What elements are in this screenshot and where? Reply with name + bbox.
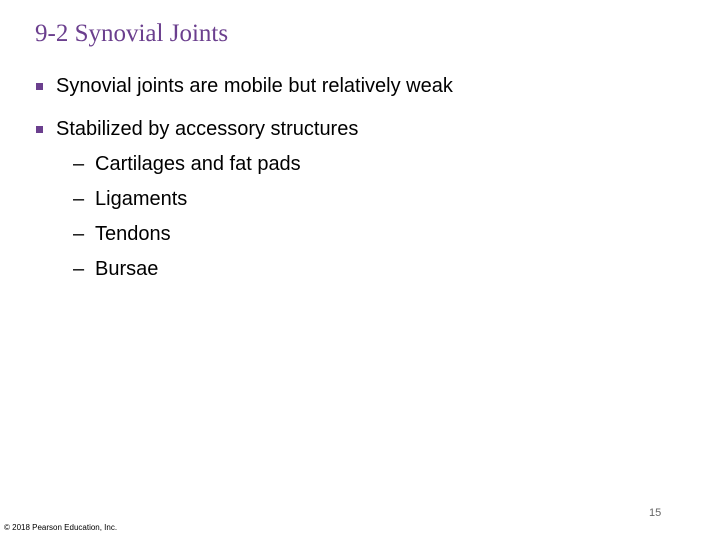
sub-bullet-item <box>73 258 158 281</box>
square-bullet-icon <box>36 83 43 90</box>
bullet-item <box>36 118 358 141</box>
sub-bullet-text: Ligaments <box>95 188 188 210</box>
dash-marker: – <box>73 258 85 280</box>
sub-bullet-text: Bursae <box>95 258 159 280</box>
sub-bullet-text: Tendons <box>95 223 171 245</box>
sub-bullet-text: Cartilages and fat pads <box>95 153 301 175</box>
bullet-text: Synovial joints are mobile but relatively weak <box>56 75 453 97</box>
square-bullet-icon <box>36 126 43 133</box>
slide-title: 9-2 Synovial Joints <box>35 20 229 47</box>
page-number: 15 <box>649 507 662 519</box>
dash-marker: – <box>73 223 85 245</box>
sub-bullet-item <box>73 153 301 176</box>
sub-bullet-item <box>73 223 171 246</box>
sub-bullet-item <box>73 188 187 211</box>
copyright-notice: © 2018 Pearson Education, Inc. <box>4 523 118 532</box>
bullet-item <box>36 75 453 98</box>
bullet-text: Stabilized by accessory structures <box>56 118 359 140</box>
dash-marker: – <box>73 188 85 210</box>
dash-marker: – <box>73 153 85 175</box>
